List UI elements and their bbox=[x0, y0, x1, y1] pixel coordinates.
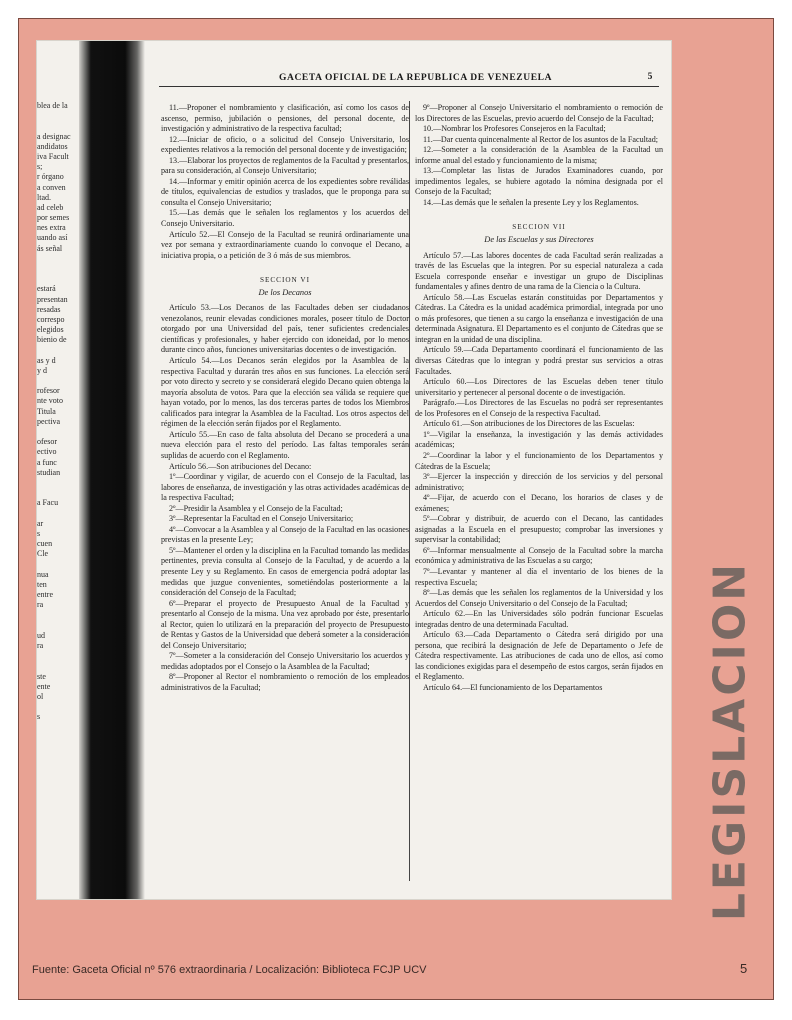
fragment-line: nua bbox=[37, 569, 49, 579]
sidebar-title bbox=[700, 556, 760, 926]
gazette-header bbox=[159, 71, 659, 87]
fragment-line: as y d bbox=[37, 355, 56, 365]
paragraph: Artículo 53.—Los Decanos de las Facultades deben ser ciudadanos venezolanos, reunir elevadas condiciones morales, poseer título de Doctor otorgado por una Universidad del país, tener suficientes credenciales científicas y profesionales, y haber ejercido con idoneidad, por lo menos durante cinco años, funciones universitarias docentes o de investigación. bbox=[161, 303, 409, 355]
column-divider bbox=[409, 101, 410, 881]
paragraph: 1º—Vigilar la enseñanza, la investigación y las demás actividades académicas; bbox=[415, 429, 663, 450]
fragment-line: estará bbox=[37, 284, 56, 294]
paragraph: 10.—Nombrar los Profesores Consejeros en la Facultad; bbox=[423, 124, 606, 134]
section-subtitle: De las Escuelas y sus Directores bbox=[484, 235, 594, 245]
fragment-line: ra bbox=[37, 640, 44, 650]
paragraph: 7º—Levantar y mantener al día el inventario de los bienes de la respectiva Escuela; bbox=[415, 566, 663, 587]
paragraph: 7º—Someter a la consideración del Consejo Universitario los acuerdos y medidas adoptados por el Consejo o la Asamblea de la Facultad; bbox=[161, 651, 409, 671]
paragraph: Artículo 56.—Son atribuciones del Decano: bbox=[169, 461, 312, 471]
fragment-line: cuen bbox=[37, 539, 53, 549]
paragraph: 12.—Someter a la consideración de la Asamblea de la Facultad un informe anual del estado y funcionamiento de la misma; bbox=[415, 145, 663, 165]
paragraph: 9º—Proponer al Consejo Universitario el nombramiento o remoción de los Directores de las Escuelas, previo acuerdo del Consejo de la Facultad; bbox=[415, 103, 663, 123]
paragraph: 8º—Las demás que les señalen los reglamentos de la Universidad y los Acuerdos del Consejo Universitario o del Consejo de la Facultad; bbox=[415, 588, 663, 608]
fragment-line: ente bbox=[37, 681, 51, 691]
paragraph: Artículo 58.—Las Escuelas estarán constituidas por Departamentos y Cátedras. La Cátedra es la unidad académica primordial, integrada por uno o más profesores, que tienen a su cargo la enseñanza e investigación de una determinada Asignatura. El Departamento es el conjunto de Cátedras que se integran en la unidad de una disciplina. bbox=[415, 292, 663, 344]
sidebar-title-text: LEGISLACION bbox=[704, 560, 756, 922]
fragment-line: entre bbox=[37, 590, 53, 599]
fragment-line bbox=[37, 651, 85, 661]
section-heading: SECCION VII bbox=[512, 223, 566, 232]
fragment-line: nes extra bbox=[37, 223, 66, 233]
fragment-line: correspo bbox=[37, 314, 65, 324]
paragraph: Artículo 62.—En las Universidades sólo podrán funcionar Escuelas integradas dentro de una determinada Facultad. bbox=[415, 609, 663, 629]
fragment-line: bienio de bbox=[37, 335, 67, 345]
fragment-line: r órgano bbox=[37, 172, 64, 182]
fragment-line: ste bbox=[37, 671, 46, 681]
fragment-line: ad celeb bbox=[37, 202, 64, 212]
fragment-line: ar bbox=[37, 518, 44, 528]
paragraph: Artículo 52.—El Consejo de la Facultad se reunirá ordinariamente una vez por semana y extraordinariamente cuando lo convoque el Decano, a iniciativa propia, o a petición de 3 ó más de sus miembros. bbox=[161, 229, 409, 260]
fragment-line: Titula bbox=[37, 406, 56, 416]
paragraph: Artículo 63.—Cada Departamento o Cátedra será dirigido por una persona, que recibirá la designación de Jefe de Departamento o Jefe de Cátedra respectivamente. Las atribuciones de cada uno de ellos, así como las condiciones exigidas para el desempeño de estos cargos, serán fijados en el Reglamento. bbox=[415, 630, 663, 682]
fragment-line bbox=[37, 488, 85, 498]
fragment-line bbox=[37, 621, 85, 631]
paragraph: 2º—Coordinar la labor y el funcionamiento de los Departamentos y Cátedras de la Escuela; bbox=[415, 450, 663, 471]
paragraph: 5º—Cobrar y distribuir, de acuerdo con el Decano, las cantidades asignadas a la Escuela en el presupuesto; comprobar las inversiones y supervisar la contabilidad; bbox=[415, 514, 663, 545]
fragment-line: ás señal bbox=[37, 243, 63, 253]
paragraph: 11.—Dar cuenta quincenalmente al Rector de los asuntos de la Facultad; bbox=[423, 134, 659, 144]
paragraph: 8º—Proponer al Rector el nombramiento o remoción de los empleados administrativos de la Facultad; bbox=[161, 672, 409, 692]
paragraph: 6º—Informar mensualmente al Consejo de la Facultad sobre la marcha económica y administrativa de las Escuelas a su cargo; bbox=[415, 545, 663, 566]
fragment-line: a func bbox=[37, 457, 57, 467]
scanned-document bbox=[36, 40, 672, 900]
paragraph: 4º—Convocar a la Asamblea y al Consejo de la Facultad en las ocasiones previstas en la presente Ley; bbox=[161, 524, 409, 545]
paragraph: 3º—Representar la Facultad en el Consejo Universitario; bbox=[169, 514, 354, 524]
fragment-line: ra bbox=[37, 600, 44, 610]
binding-shadow bbox=[79, 41, 145, 900]
fragment-line bbox=[37, 346, 85, 356]
fragment-line: nte voto bbox=[37, 396, 63, 406]
fragment-line: uando así bbox=[37, 233, 68, 243]
fragment-line: s bbox=[37, 712, 41, 722]
fragment-line: presentan bbox=[37, 294, 68, 304]
paragraph: Artículo 54.—Los Decanos serán elegidos por la Asamblea de la respectiva Facultad y durarán tres años en sus funciones. La elección será por voto directo y secreto y se considerará elegido Decano quien obtenga la mayoría absoluta de votos. Para que la elección sea válida se requiere que hayan votado, por lo menos, las dos terceras partes de todos los Miembros calificados para integrar la Asamblea de la Facultad. Los otros aspectos del régimen de la elección serán fijados por el Reglamento. bbox=[161, 356, 409, 429]
left-column bbox=[161, 103, 409, 893]
paragraph: Artículo 55.—En caso de falta absoluta del Decano se procederá a una nueva elección para el resto del período. Las faltas temporales serán suplidas de acuerdo con el Reglamento. bbox=[161, 429, 409, 460]
right-column bbox=[415, 103, 663, 893]
paragraph: 14.—Las demás que le señalen la presente Ley y los Reglamentos. bbox=[423, 197, 639, 207]
paragraph: 11.—Proponer el nombramiento y clasificación, así como los casos de ascenso, permiso, jubilación o pensiones, del personal docente, de investigación y administrativo de la respectiva facultad; bbox=[161, 103, 409, 134]
fragment-line: ectivo bbox=[37, 447, 57, 457]
fragment-line: blea de la bbox=[37, 101, 68, 110]
fragment-line: Cle bbox=[37, 549, 49, 559]
fragment-line: pectiva bbox=[37, 416, 61, 426]
fragment-line: s; bbox=[37, 162, 43, 172]
fragment-line: ten bbox=[37, 579, 47, 589]
fragment-line: rofesor bbox=[37, 386, 60, 396]
fragment-line bbox=[37, 111, 85, 121]
fragment-line: a Facu bbox=[37, 498, 59, 508]
paragraph: Artículo 61.—Son atribuciones de los Directores de las Escuelas: bbox=[423, 419, 635, 429]
footer-page-number: 5 bbox=[740, 961, 748, 976]
paragraph: 14.—Informar y emitir opinión acerca de los expedientes sobre reválidas de títulos, equivalencias de estudios y traslados, que le proponga para su consulta el Consejo Universitario; bbox=[161, 176, 409, 207]
paragraph: 12.—Iniciar de oficio, o a solicitud del Consejo Universitario, los expedientes relativos a la remoción del personal docente y de investigación; bbox=[161, 134, 409, 155]
paragraph: 5º—Mantener el orden y la disciplina en la Facultad tomando las medidas pertinentes, previa consulta al Consejo de la Facultad, y de acuerdo a la presente Ley y su Reglamento. En casos de emergencia podrá adoptar las medidas que juzgue convenientes, sometiéndolas posteriormente a la consideración del Consejo de la Facultad; bbox=[161, 545, 409, 598]
section-subtitle: De los Decanos bbox=[258, 287, 312, 297]
paragraph: 6º—Preparar el proyecto de Presupuesto Anual de la Facultad y presentarlo al Consejo de la misma. Una vez aprobado por éste, presentarlo al Rector, quien lo utilizará en la preparación del proyecto de Presupuesto de Rentas y Gastos de la Universidad que deberá someter a la consideración del Consejo Universitario; bbox=[161, 598, 409, 650]
fragment-line: ol bbox=[37, 691, 44, 701]
fragment-line bbox=[37, 274, 85, 284]
fragment-line: andidatos bbox=[37, 141, 68, 151]
paragraph: 1º—Coordinar y vigilar, de acuerdo con el Consejo de la Facultad, las labores de enseñanza, de investigación y las otras actividades académicas de la respectiva Facultad; bbox=[161, 472, 409, 503]
paragraph: 13.—Elaborar los proyectos de reglamentos de la Facultad y presentarlos, para su consideración, al Consejo Universitario; bbox=[161, 155, 409, 176]
fragment-line bbox=[37, 702, 85, 712]
section-heading: SECCION VI bbox=[259, 276, 310, 285]
fragment-line: ltad. bbox=[37, 192, 51, 202]
fragment-line bbox=[37, 722, 85, 732]
paragraph: 13.—Completar las listas de Jurados Examinadores cuando, por impedimentos legales, se hubiere agotado la nómina designada por el Consejo de la Facultad; bbox=[415, 166, 663, 197]
fragment-line bbox=[37, 610, 85, 620]
fragment-line bbox=[37, 661, 85, 671]
fragment-line: y d bbox=[37, 365, 47, 375]
fragment-line bbox=[37, 264, 85, 274]
fragment-line: por semes bbox=[37, 213, 70, 223]
fragment-line: iva Facult bbox=[37, 151, 69, 161]
fragment-line: s bbox=[37, 528, 41, 538]
footer-source: Fuente: Gaceta Oficial nº 576 extraordinaria / Localización: Biblioteca FCJP UCV bbox=[32, 964, 427, 976]
fragment-line: studian bbox=[37, 467, 61, 477]
paragraph: Artículo 60.—Los Directores de las Escuelas deben tener título universitario y pertenecer al personal docente o de investigación. bbox=[415, 377, 663, 397]
previous-page-fragment bbox=[37, 101, 85, 881]
paragraph: 4º—Fijar, de acuerdo con el Decano, los horarios de clases y de exámenes; bbox=[415, 493, 663, 513]
fragment-line: a conven bbox=[37, 182, 66, 192]
fragment-line bbox=[37, 376, 85, 386]
fragment-line bbox=[37, 509, 85, 519]
fragment-line bbox=[37, 427, 85, 437]
paragraph: 15.—Las demás que le señalen los reglamentos y los acuerdos del Consejo Universitario. bbox=[161, 208, 409, 229]
fragment-line bbox=[37, 121, 85, 131]
paragraph: 2º—Presidir la Asamblea y el Consejo de la Facultad; bbox=[169, 503, 343, 513]
fragment-line: ud bbox=[37, 630, 45, 640]
paragraph: Artículo 57.—Las labores docentes de cada Facultad serán realizadas a través de las Escuelas que la integren. Por su especial naturaleza a cada Escuela corresponde enseñar e investigar un grupo de Disciplinas fundamentales y afines dentro de una rama de la Ciencia o la Cultura. bbox=[415, 250, 663, 292]
fragment-line bbox=[37, 254, 85, 264]
fragment-line bbox=[37, 478, 85, 488]
paragraph: 3º—Ejercer la inspección y dirección de los servicios y del personal administrativo; bbox=[415, 472, 663, 492]
fragment-line: resadas bbox=[37, 304, 61, 314]
fragment-line: elegidos bbox=[37, 325, 64, 335]
fragment-line bbox=[37, 559, 85, 569]
gazette-title: GACETA OFICIAL DE LA REPUBLICA DE VENEZUELA bbox=[279, 73, 553, 83]
paragraph: Parágrafo.—Los Directores de las Escuelas no podrá ser representantes de los Profesores en el Consejo de la respectiva Facultad. bbox=[415, 398, 663, 418]
gazette-page-number: 5 bbox=[647, 72, 653, 82]
fragment-line: ofesor bbox=[37, 437, 57, 447]
paragraph: Artículo 59.—Cada Departamento coordinará el funcionamiento de las diversas Cátedras que lo integran y podrá prestar sus servicios a otras Facultades. bbox=[415, 345, 663, 376]
fragment-line: a designac bbox=[37, 131, 71, 141]
paragraph: Artículo 64.—El funcionamiento de los Departamentos bbox=[423, 682, 603, 692]
